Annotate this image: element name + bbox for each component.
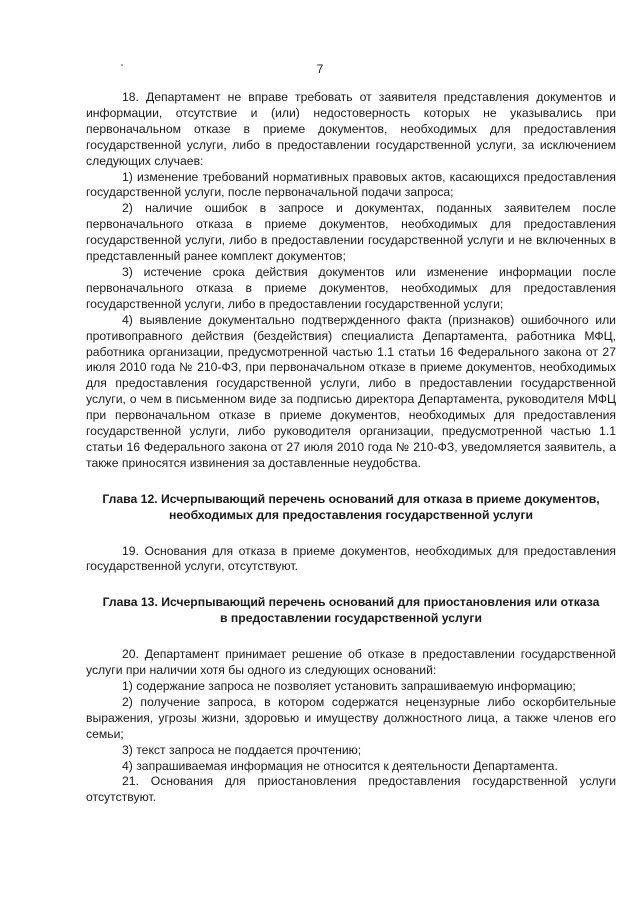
paragraph-18-item-1: 1) изменение требований нормативных правовых актов, касающихся предоставления государственной услуги, после первоначальной подачи запроса;: [86, 169, 616, 200]
paragraph-21: 21. Основания для приостановления предоставления государственной услуги отсутствуют.: [86, 774, 616, 805]
document-body: [86, 90, 616, 806]
paragraph-18-item-4: 4) выявление документально подтвержденного факта (признаков) ошибочного или противоправного действия (бездействия) специалиста Департамента, работника МФЦ, работника организации, предусмотренной частью 1.1 статьи 16 Федерального закона от 27 июля 2010 года № 210-ФЗ, при первоначальном отказе в приеме документов, необходимых для предоставления государственной услуги, либо в предоставлении государственной услуги, о чем в письменном виде за подписью директора Департамента, руководителя МФЦ при первоначальном отказе в приеме документов, необходимых для предоставления государственной услуги, либо руководителя организации, предусмотренной частью 1.1 статьи 16 Федерального закона от 27 июля 2010 года № 210-ФЗ, уведомляется заявитель, а также приносятся извинения за доставленные неудобства.: [86, 312, 616, 470]
paragraph-19: 19. Основания для отказа в приеме документов, необходимых для предоставления государственной услуги, отсутствуют.: [86, 543, 616, 574]
paragraph-18-item-2: 2) наличие ошибок в запросе и документах, поданных заявителем после первоначального отказа в приеме документов, необходимых для предоставления государственной услуги, либо в предоставлении государственной услуги и не включенных в представленный ранее комплект документов;: [86, 201, 616, 264]
paragraph-20-item-3: 3) текст запроса не поддается прочтению;: [122, 742, 362, 757]
spacer: [86, 472, 616, 492]
paragraph-18: 18. Департамент не вправе требовать от заявителя представления документов и информации, отсутствие и (или) недостоверность которых не указывались при первоначальном отказе в приеме документов, необходимых для предоставления государственной услуги, либо в предоставлении государственной услуги, за исключением следующих случаев:: [86, 90, 616, 168]
chapter-13-heading-line-2: в предоставлении государственной услуги: [220, 611, 482, 626]
spacer: [86, 575, 616, 595]
paragraph-20-item-2: 2) получение запроса, в котором содержатся нецензурные либо оскорбительные выражения, угрозы жизни, здоровью и имуществу должностного лица, а также членов его семьи;: [86, 694, 616, 741]
paragraph-18-item-3: 3) истечение срока действия документов или изменение информации после первоначального отказа в приеме документов, необходимых для предоставления государственной услуги, либо в предоставлении государственной услуги;: [86, 264, 616, 311]
chapter-12-heading-line-2: необходимых для предоставления государственной услуги: [168, 507, 534, 522]
page-number: 7: [316, 62, 324, 76]
paragraph-20: 20. Департамент принимает решение об отказе в предоставлении государственной услуги при наличии хотя бы одного из следующих оснований:: [86, 647, 616, 678]
spacer: [86, 627, 616, 647]
spacer: [86, 524, 616, 544]
paragraph-20-item-1: 1) содержание запроса не позволяет установить запрашиваемую информацию;: [122, 679, 576, 693]
chapter-13-heading: [86, 595, 616, 627]
chapter-13-heading-line-1: Глава 13. Исчерпывающий перечень оснований для приостановления или отказа: [102, 595, 600, 610]
chapter-12-heading: [86, 492, 616, 524]
chapter-12-heading-line-1: Глава 12. Исчерпывающий перечень оснований для отказа в приеме документов,: [102, 491, 600, 506]
paragraph-20-item-4: 4) запрашиваемая информация не относится к деятельности Департамента.: [122, 758, 558, 773]
